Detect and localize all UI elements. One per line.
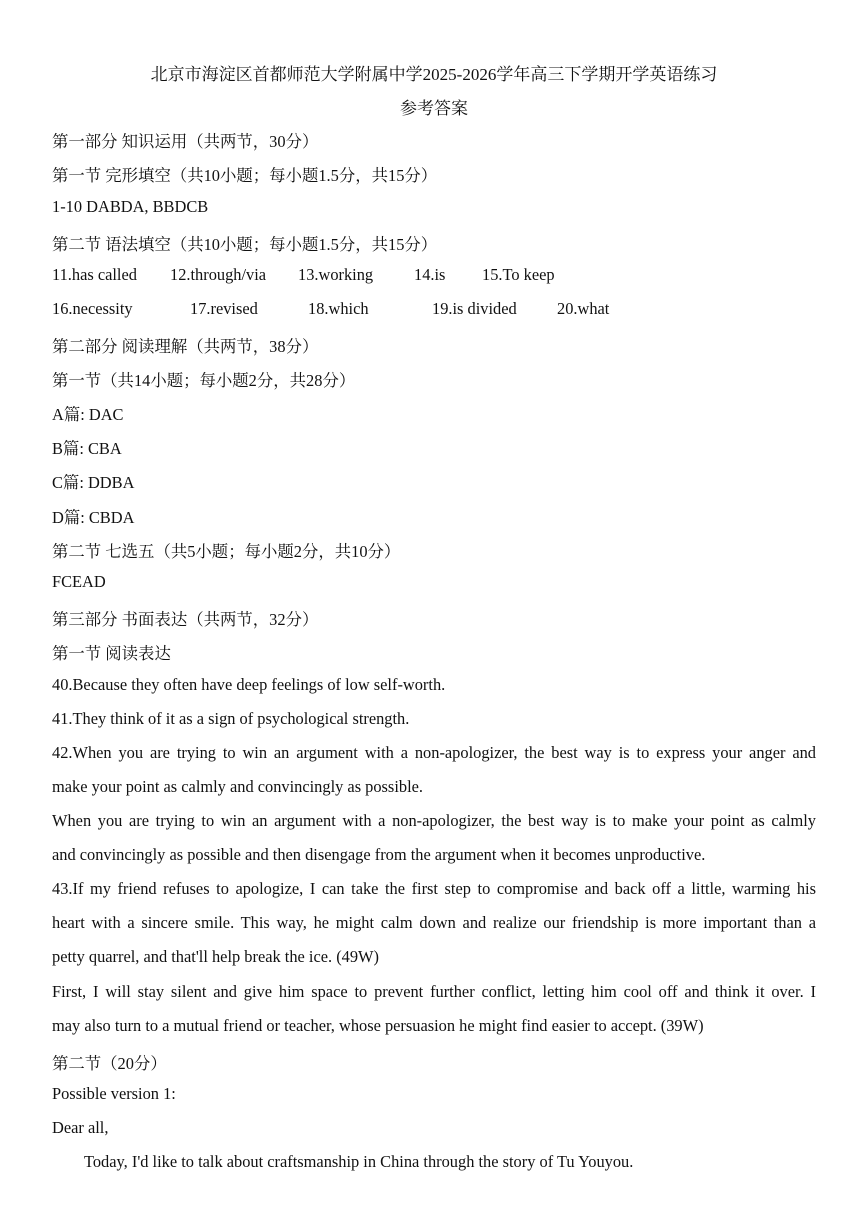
answer-43-line: petty quarrel, and that'll help break the ice. (49W)	[52, 947, 379, 966]
grammar-answer: 16.necessity	[52, 299, 133, 318]
letter-first-sentence: Today, I'd like to talk about craftsmanship in China through the story of Tu Youyou.	[84, 1152, 634, 1171]
part3-sec1-heading: 第一节 阅读表达	[52, 644, 171, 663]
part2-sec1-heading: 第一节（共14小题；每小题2分，共28分）	[52, 371, 356, 390]
grammar-answer: 11.has called	[52, 265, 137, 284]
answer-43-line: 43.If my friend refuses to apologize, I can take the first step to compromise and back off a little, warming his	[52, 879, 816, 898]
answer-43-line: heart with a sincere smile. This way, he might calm down and realize our friendship is more important than a	[52, 913, 816, 932]
grammar-answer: 20.what	[557, 299, 610, 318]
part1-sec1-heading: 第一节 完形填空（共10小题；每小题1.5分，共15分）	[52, 166, 438, 185]
answer-41: 41.They think of it as a sign of psychological strength.	[52, 709, 410, 728]
grammar-answer: 13.working	[298, 265, 374, 284]
possible-version-label: Possible version 1:	[52, 1084, 176, 1103]
letter-greeting: Dear all,	[52, 1118, 109, 1137]
grammar-answer: 12.through/via	[170, 265, 267, 284]
part1-heading: 第一部分 知识运用（共两节，30分）	[52, 132, 319, 151]
part3-sec2-heading: 第二节（20分）	[52, 1054, 167, 1073]
part2-heading: 第二部分 阅读理解（共两节，38分）	[52, 337, 319, 356]
answer-42-line: 42.When you are trying to win an argument with a non-apologizer, the best way is to express your anger and	[52, 743, 816, 762]
part2-sec2-heading: 第二节 七选五（共5小题；每小题2分，共10分）	[52, 542, 401, 561]
passage-a-answers: A篇: DAC	[52, 405, 124, 424]
answer-42-line: make your point as calmly and convincingly as possible.	[52, 777, 423, 796]
answer-43-alt-line: may also turn to a mutual friend or teacher, whose persuasion he might find easier to accept. (39W)	[52, 1016, 704, 1035]
document-subtitle: 参考答案	[400, 99, 468, 118]
grammar-answer: 19.is divided	[432, 299, 517, 318]
passage-d-answers: D篇: CBDA	[52, 508, 135, 527]
answer-43-alt-line: First, I will stay silent and give him space to prevent further conflict, letting him cool off and think it over. I	[52, 982, 816, 1001]
answer-40: 40.Because they often have deep feelings of low self-worth.	[52, 675, 446, 694]
passage-c-answers: C篇: DDBA	[52, 473, 135, 492]
part3-heading: 第三部分 书面表达（共两节，32分）	[52, 610, 319, 629]
grammar-answer: 14.is	[414, 265, 446, 284]
answer-42-alt-line: When you are trying to win an argument with a non-apologizer, the best way is to make your point as calmly	[52, 811, 816, 830]
cloze-answers: 1-10 DABDA, BBDCB	[52, 197, 209, 216]
document-title: 北京市海淀区首都师范大学附属中学2025-2026学年高三下学期开学英语练习	[150, 65, 718, 84]
grammar-answer: 18.which	[308, 299, 369, 318]
part1-sec2-heading: 第二节 语法填空（共10小题；每小题1.5分，共15分）	[52, 235, 438, 254]
seven-choose-five-answers: FCEAD	[52, 572, 106, 591]
answer-42-alt-line: and convincingly as possible and then disengage from the argument when it becomes unproductive.	[52, 845, 706, 864]
grammar-answer: 17.revised	[190, 299, 258, 318]
grammar-answer: 15.To keep	[482, 265, 555, 284]
passage-b-answers: B篇: CBA	[52, 439, 122, 458]
